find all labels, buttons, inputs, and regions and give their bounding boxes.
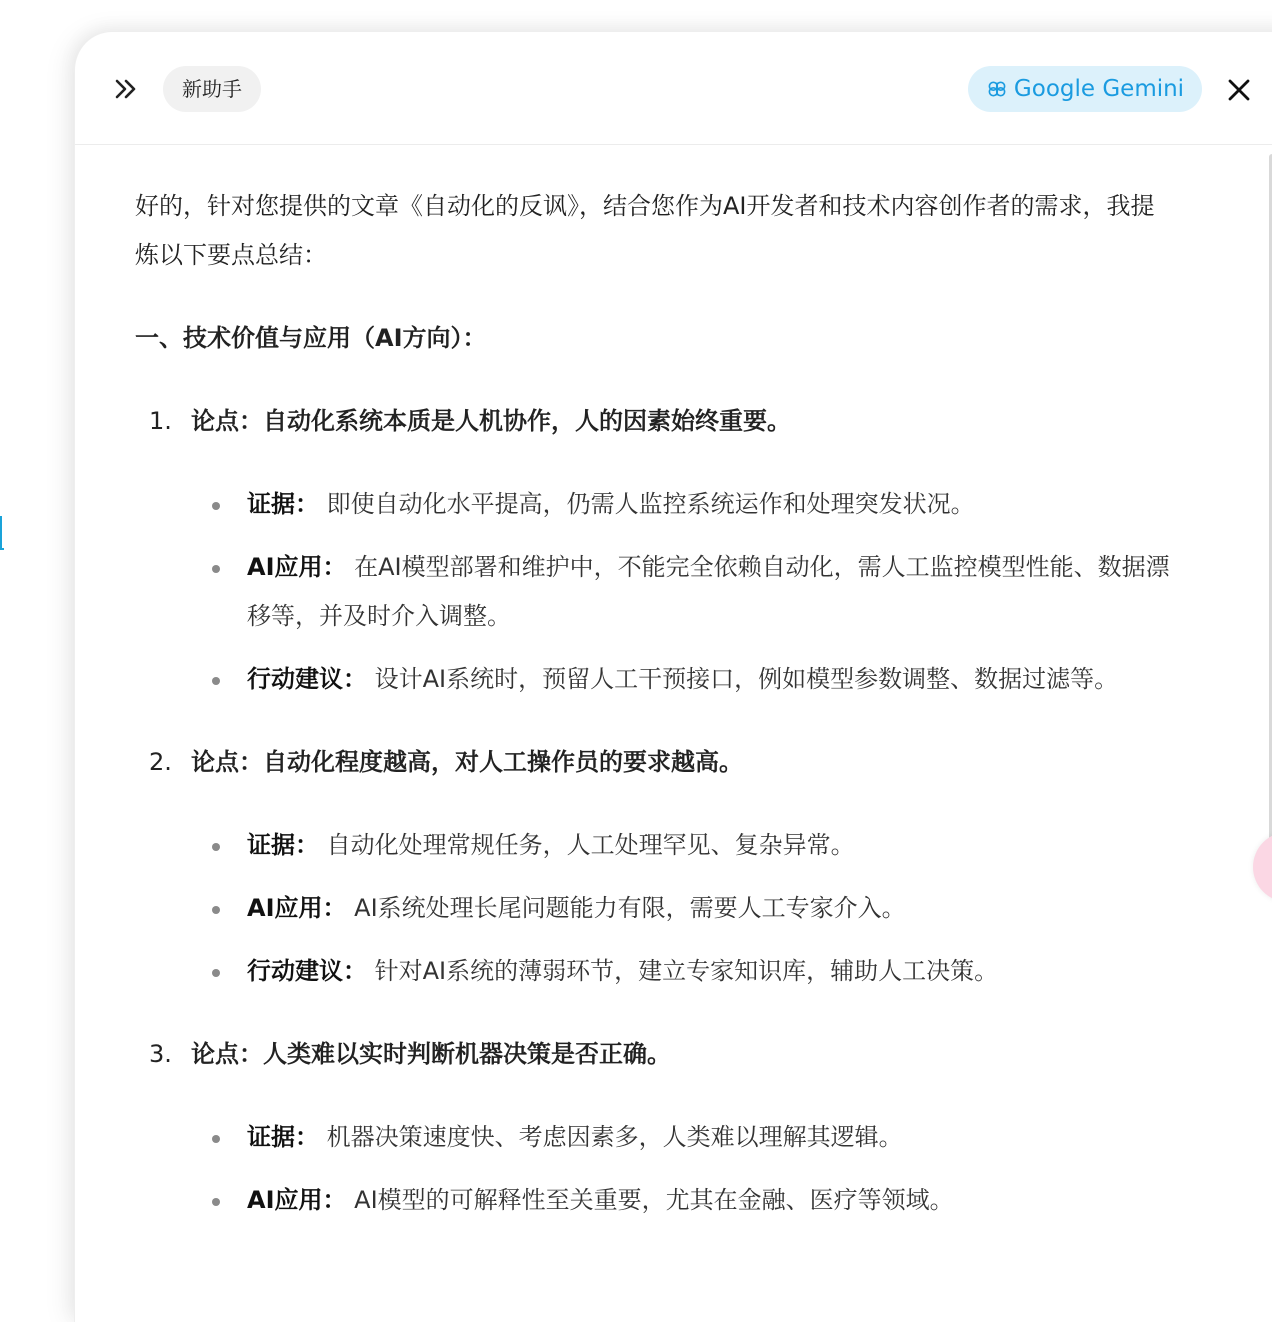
list-item: [247, 543, 1175, 641]
double-chevron-right-icon: [113, 77, 139, 101]
point-number: 2.: [149, 748, 172, 776]
list-item: [247, 1176, 1175, 1225]
list-item: [247, 480, 1175, 529]
point-number: 1.: [149, 407, 172, 435]
point-item: [135, 738, 1175, 996]
bullet-label: 证据：: [247, 490, 319, 518]
assistant-title[interactable]: 新助手: [163, 66, 261, 112]
point-heading: [135, 738, 1175, 787]
bullet-text: AI系统处理长尾问题能力有限，需要人工专家介入。: [346, 894, 906, 922]
bullet-text: 即使自动化水平提高，仍需人监控系统运作和处理突发状况。: [319, 490, 975, 518]
bullet-text: 自动化处理常规任务，人工处理罕见、复杂异常。: [319, 831, 855, 859]
list-item: [247, 947, 1175, 996]
floating-action-button[interactable]: [1253, 832, 1272, 902]
gemini-brain-icon: [986, 78, 1008, 100]
bullet-text: 在AI模型部署和维护中，不能完全依赖自动化，需人工监控模型性能、数据漂移等，并及时介入调整。: [247, 553, 1170, 630]
list-item: [247, 884, 1175, 933]
background-page-edge: [0, 516, 4, 550]
bullet-list: [135, 1113, 1175, 1225]
bullet-text: 机器决策速度快、考虑因素多，人类难以理解其逻辑。: [319, 1123, 903, 1151]
assistant-side-panel: [74, 32, 1272, 1322]
bullet-label: 行动建议：: [247, 665, 367, 693]
panel-header: [75, 32, 1272, 145]
bullet-label: 证据：: [247, 1123, 319, 1151]
bullet-list: [135, 480, 1175, 704]
point-heading: [135, 397, 1175, 446]
bullet-label: AI应用：: [247, 894, 347, 922]
bullet-list: [135, 821, 1175, 996]
point-heading-text: 论点：人类难以实时判断机器决策是否正确。: [191, 1040, 671, 1068]
list-item: [247, 821, 1175, 870]
bullet-label: AI应用：: [247, 553, 347, 581]
list-item: [247, 1113, 1175, 1162]
bullet-text: 设计AI系统时，预留人工干预接口，例如模型参数调整、数据过滤等。: [367, 665, 1119, 693]
point-heading-text: 论点：自动化系统本质是人机协作，人的因素始终重要。: [191, 407, 791, 435]
bullet-label: AI应用：: [247, 1186, 347, 1214]
bullet-label: 行动建议：: [247, 957, 367, 985]
point-item: [135, 397, 1175, 704]
model-selector-button[interactable]: [968, 66, 1202, 112]
close-icon: [1227, 78, 1251, 102]
assistant-message: [135, 182, 1175, 1259]
close-button[interactable]: [1223, 74, 1255, 106]
section-heading: 一、技术价值与应用（AI方向）：: [135, 324, 487, 352]
point-item: [135, 1030, 1175, 1225]
bullet-text: 针对AI系统的薄弱环节，建立专家知识库，辅助人工决策。: [367, 957, 999, 985]
list-item: [247, 655, 1175, 704]
intro-paragraph: 好的，针对您提供的文章《自动化的反讽》，结合您作为AI开发者和技术内容创作者的需求，我提炼以下要点总结：: [135, 192, 1155, 269]
model-label: Google Gemini: [1013, 76, 1185, 102]
bullet-text: AI模型的可解释性至关重要，尤其在金融、医疗等领域。: [346, 1186, 954, 1214]
point-heading: [135, 1030, 1175, 1079]
bullet-label: 证据：: [247, 831, 319, 859]
expand-panel-button[interactable]: [109, 72, 143, 106]
point-number: 3.: [149, 1040, 172, 1068]
point-heading-text: 论点：自动化程度越高，对人工操作员的要求越高。: [191, 748, 743, 776]
